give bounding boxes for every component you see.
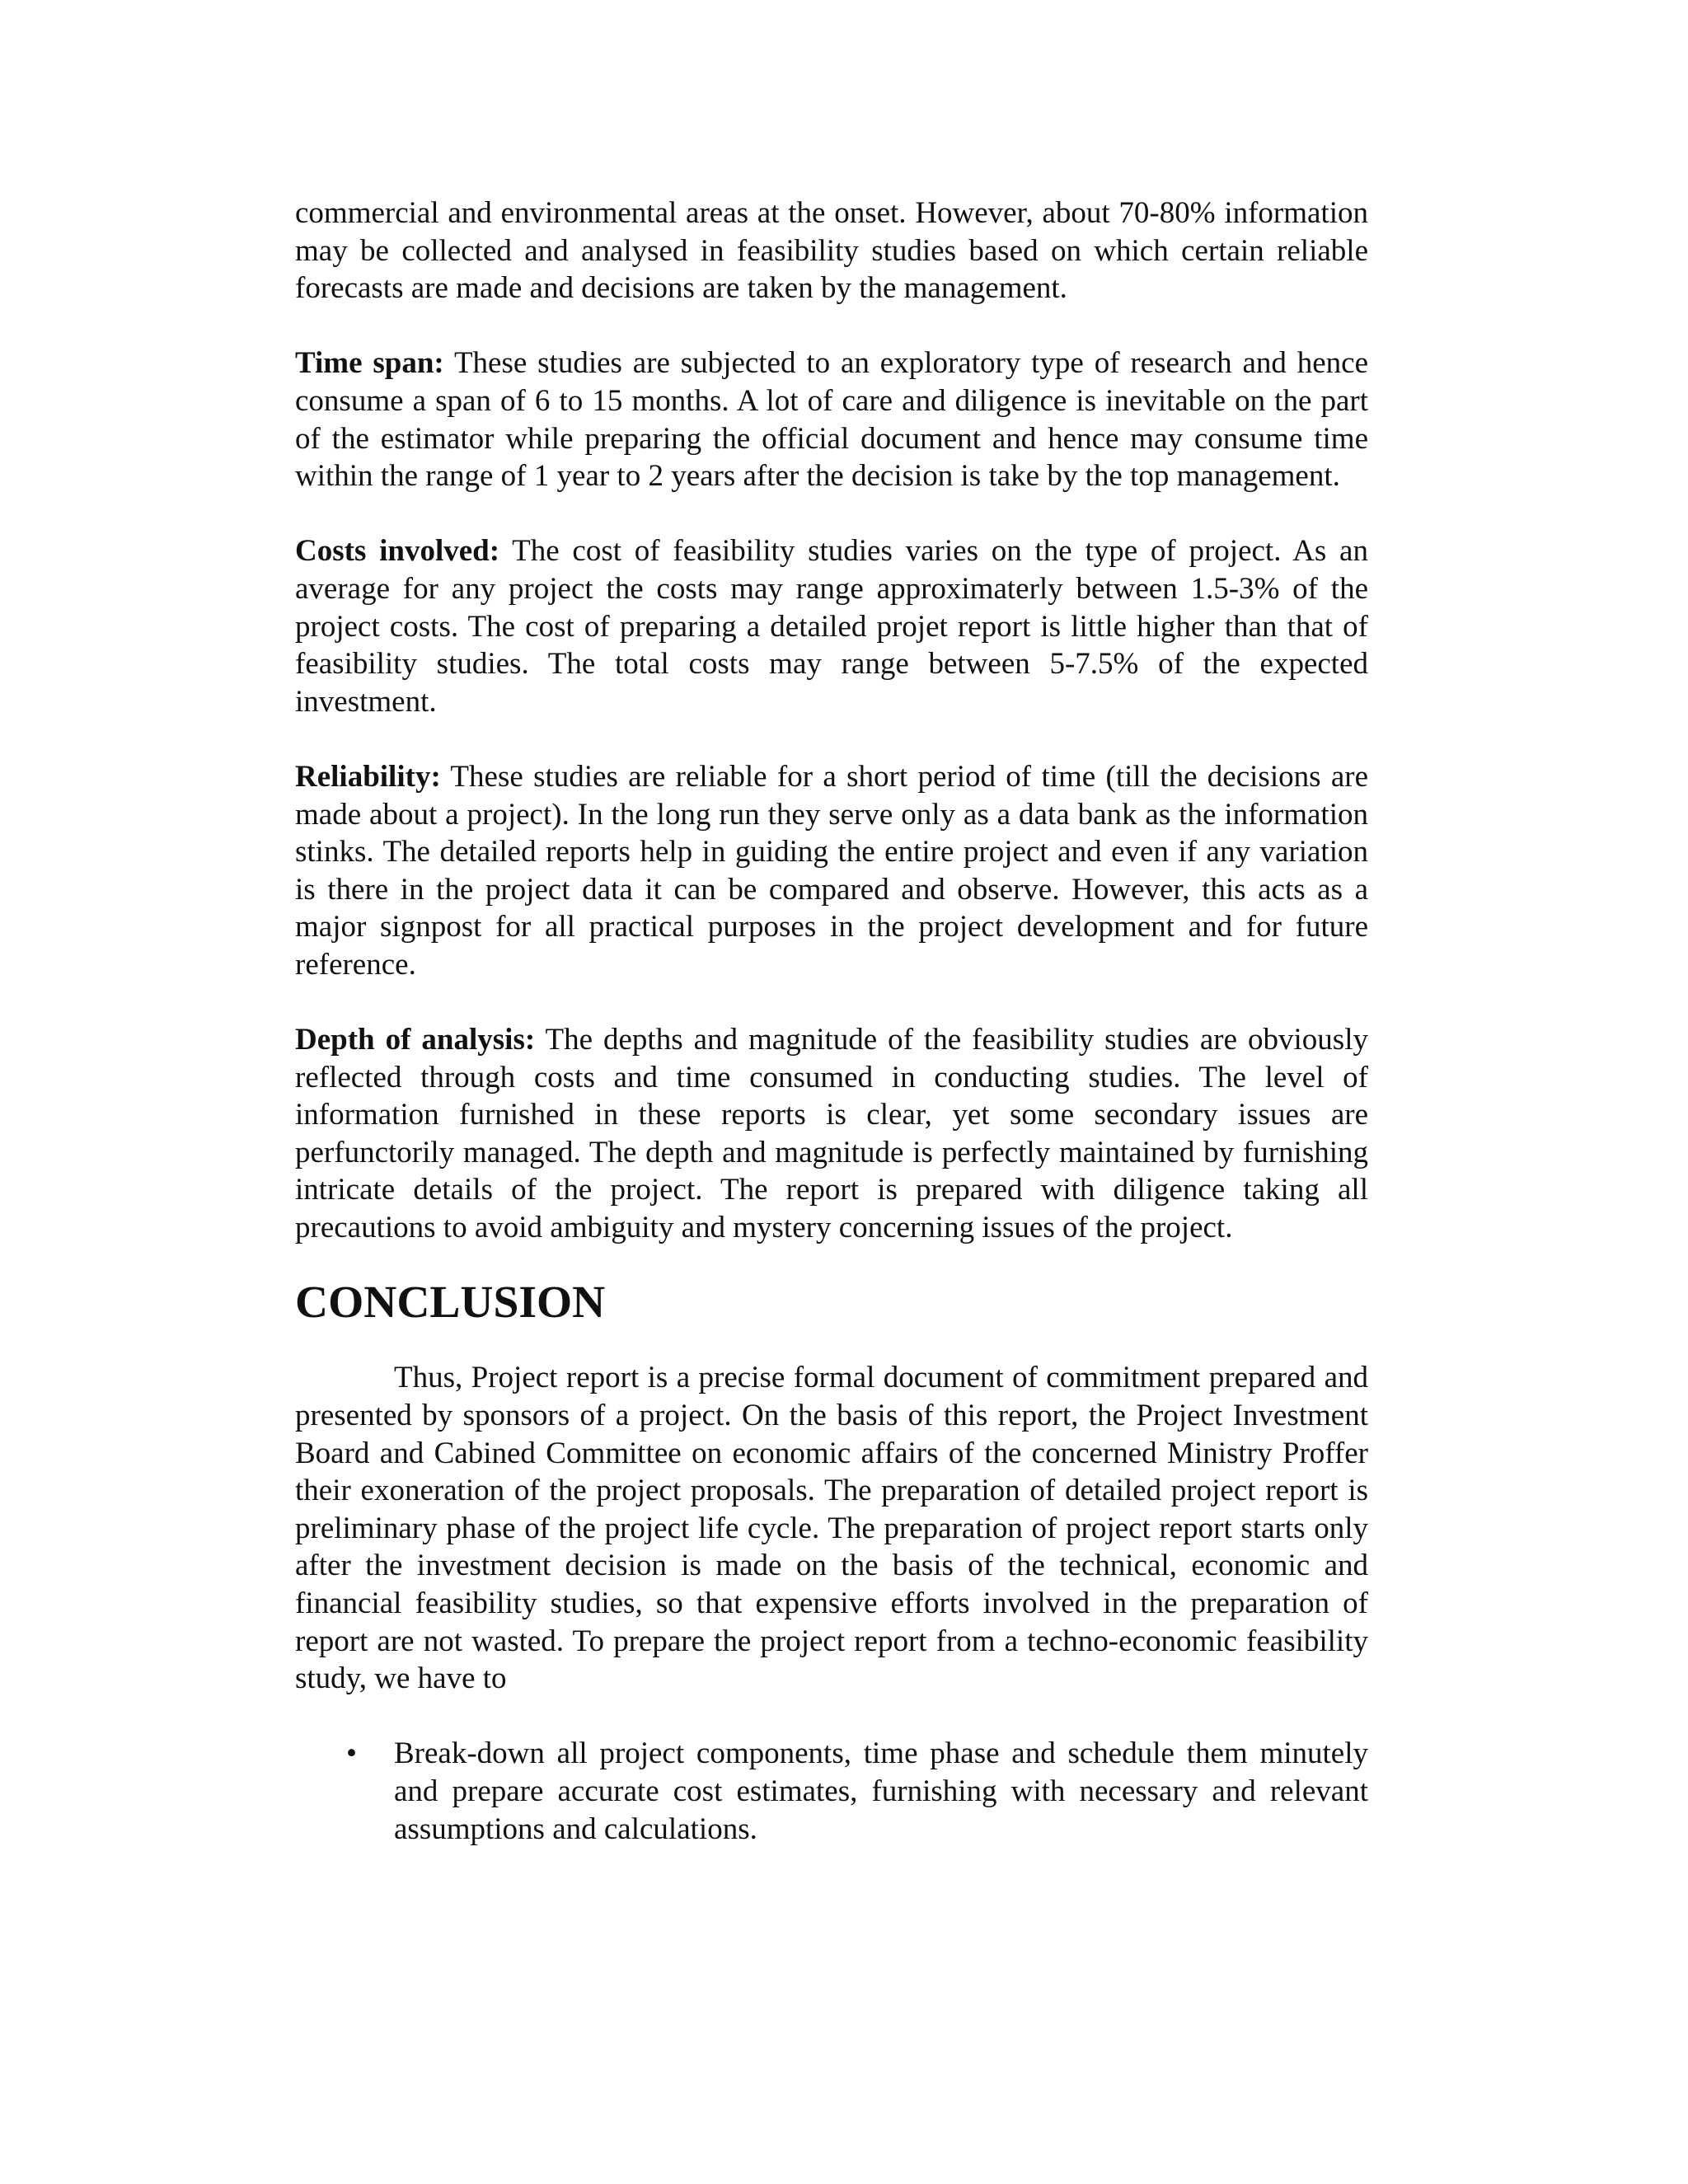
- section-reliability-label: Reliability:: [295, 759, 441, 794]
- section-depth-of-analysis: [295, 1021, 1368, 1247]
- section-costs-involved-text: The cost of feasibility studies varies on the type of project. As an average for any project the costs may range approximaterly between 1.5-3% of the project costs. The cost of preparing a detailed projet report is little higher than that of feasibility studies. The total costs may range between 5-7.5% of the expected investment.: [295, 534, 1368, 719]
- list-item: [295, 1735, 1368, 1848]
- section-depth-of-analysis-label: Depth of analysis:: [295, 1023, 536, 1057]
- list-item-text: Break-down all project components, time phase and schedule them minutely and prepare accurate cost estimates, furnishing with necessary and relevant assumptions and calculations.: [394, 1736, 1368, 1846]
- section-reliability-text: These studies are reliable for a short period of time (till the decisions are made about a project). In the long run they serve only as a data bank as the information stinks. The detailed reports help in guiding the entire project and even if any variation is there in the project data it can be compared and observe. However, this acts as a major signpost for all practical purposes in the project development and for future reference.: [295, 759, 1368, 982]
- conclusion-paragraph: Thus, Project report is a precise formal document of commitment prepared and presented by sponsors of a project. On the basis of this report, the Project Investment Board and Cabined Committee on economic affairs of the concerned Ministry Proffer their exoneration of the project proposals. The preparation of detailed project report is preliminary phase of the project life cycle. The preparation of project report starts only after the investment decision is made on the basis of the technical, economic and financial feasibility studies, so that expensive efforts involved in the preparation of report are not wasted. To prepare the project report from a techno-economic feasibility study, we have to: [295, 1361, 1368, 1696]
- conclusion-heading: CONCLUSION: [295, 1277, 606, 1329]
- intro-paragraph: commercial and environmental areas at the onset. However, about 70-80% information may be collected and analysed in feasibility studies based on which certain reliable forecasts are made and decisions are taken by the management.: [295, 196, 1368, 306]
- document-page: [295, 194, 1368, 1848]
- bullet-icon: •: [346, 1736, 357, 1771]
- section-time-span-text: These studies are subjected to an exploratory type of research and hence consume a span of 6 to 15 months. A lot of care and diligence is inevitable on the part of the estimator while preparing the official document and hence may consume time within the range of 1 year to 2 years after the decision is take by the top management.: [295, 346, 1368, 494]
- section-depth-of-analysis-text: The depths and magnitude of the feasibility studies are obviously reflected through costs and time consumed in conducting studies. The level of information furnished in these reports is clear, yet some secondary issues are perfunctorily managed. The depth and magnitude is perfectly maintained by furnishing intricate details of the project. The report is prepared with diligence taking all precautions to avoid ambiguity and mystery concerning issues of the project.: [295, 1023, 1368, 1245]
- bullet-list: [295, 1735, 1368, 1848]
- section-time-span-label: Time span:: [295, 346, 444, 381]
- section-costs-involved-label: Costs involved:: [295, 534, 500, 569]
- section-reliability: [295, 758, 1368, 984]
- section-costs-involved: [295, 532, 1368, 720]
- section-time-span: [295, 344, 1368, 494]
